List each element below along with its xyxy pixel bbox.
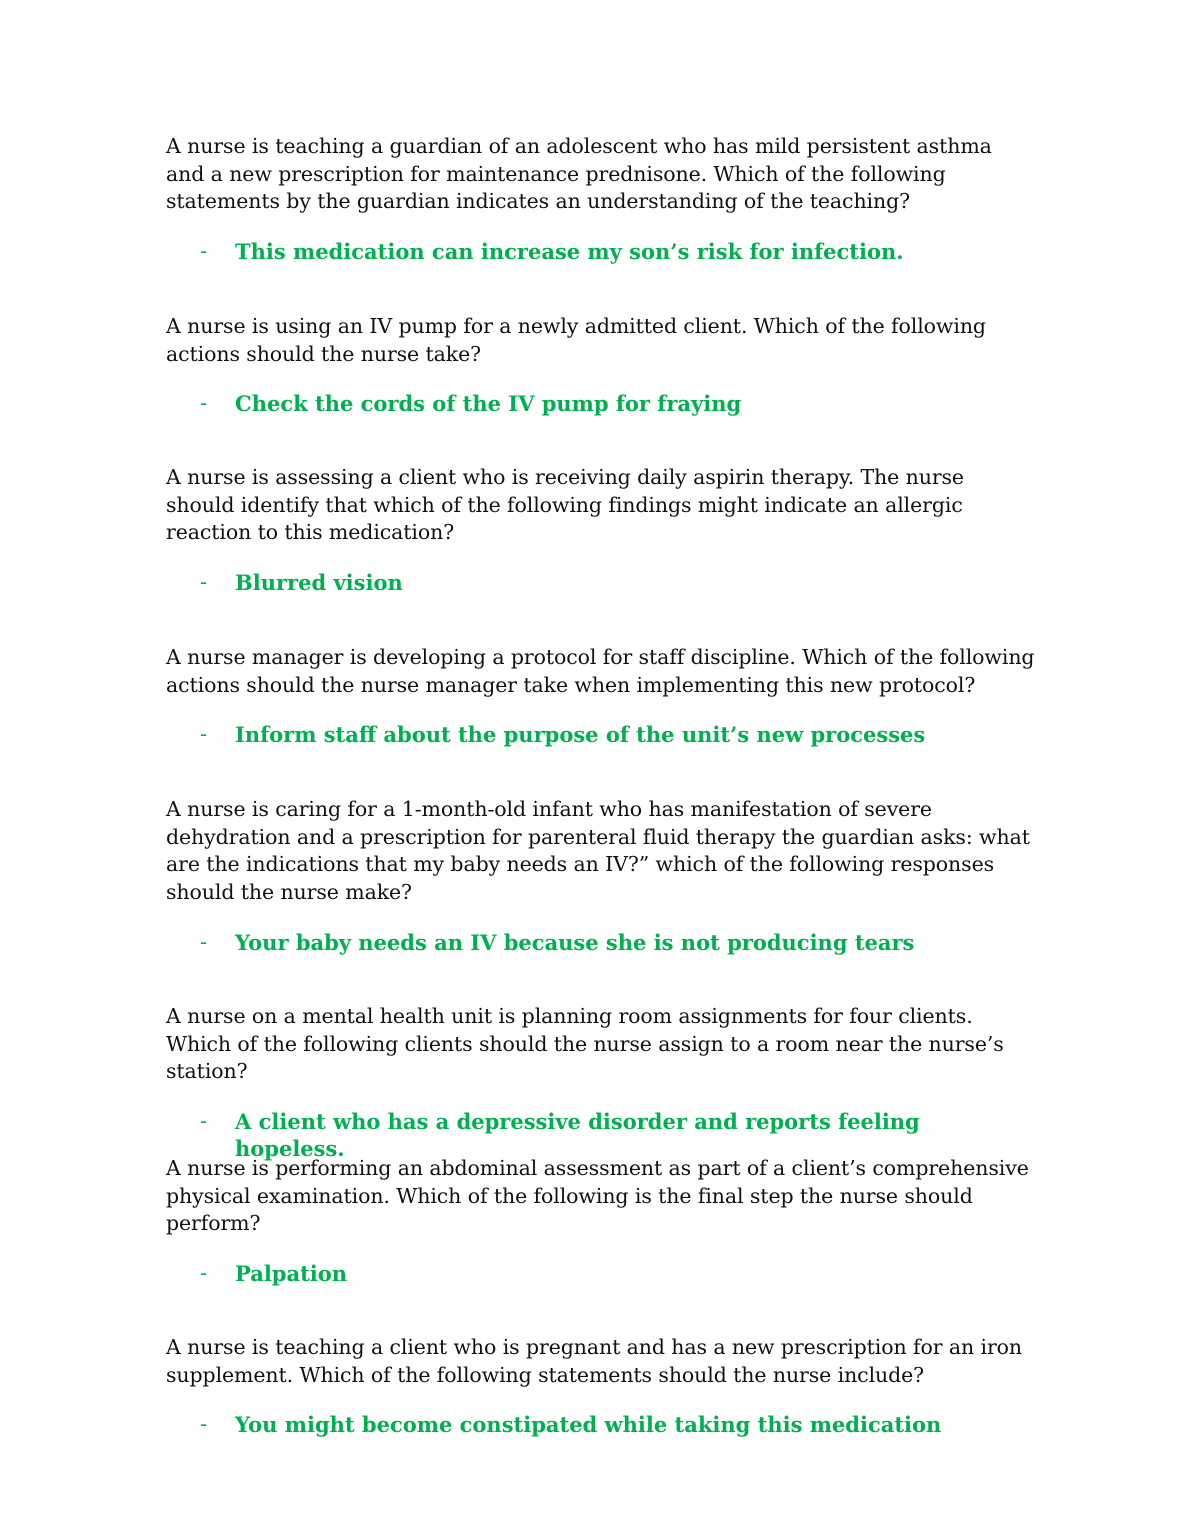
qa-item-1 — [166, 133, 1036, 265]
answer-text — [166, 721, 1036, 748]
answer-label: Blurred vision — [235, 570, 403, 596]
question-text: A nurse is assessing a client who is receiving daily aspirin therapy. The nurse should identify that which of the following findings might indicate an allergic reaction to this medication? — [166, 465, 964, 545]
answer-text — [166, 1108, 1036, 1162]
answer-text — [166, 1411, 1036, 1438]
qa-item-8 — [166, 1334, 1036, 1438]
qa-item-7 — [166, 1155, 1036, 1287]
answer-bullet: - — [200, 929, 208, 954]
answer-label: You might become constipated while taking this medication — [235, 1412, 942, 1438]
qa-item-3 — [166, 464, 1036, 596]
answer-bullet: - — [200, 391, 208, 416]
answer-label: Check the cords of the IV pump for fraying — [235, 391, 742, 417]
answer-label: Your baby needs an IV because she is not producing tears — [235, 929, 915, 955]
question-text: A nurse is using an IV pump for a newly admitted client. Which of the following actions should the nurse take? — [166, 314, 986, 366]
answer-text — [166, 1260, 1036, 1287]
question-text: A nurse is teaching a client who is pregnant and has a new prescription for an iron supplement. Which of the following statements should the nurse include? — [166, 1335, 1022, 1387]
answer-bullet: - — [200, 570, 208, 595]
answer-label: A client who has a depressive disorder and reports feeling hopeless. — [235, 1109, 920, 1162]
question-text: A nurse on a mental health unit is planning room assignments for four clients. Which of the following clients should the nurse assign to a room near the nurse’s station? — [166, 1004, 1004, 1084]
qa-item-4 — [166, 644, 1036, 748]
qa-item-2 — [166, 313, 1036, 417]
answer-bullet: - — [200, 1109, 208, 1134]
question-text: A nurse is teaching a guardian of an adolescent who has mild persistent asthma and a new prescription for maintenance prednisone. Which of the following statements by the guardian indicates an understanding of the teaching? — [166, 134, 992, 214]
answer-label: Inform staff about the purpose of the unit’s new processes — [235, 722, 926, 748]
answer-text — [166, 929, 1036, 956]
answer-text — [166, 390, 1036, 417]
question-text: A nurse is caring for a 1-month-old infant who has manifestation of severe dehydration and a prescription for parenteral fluid therapy the guardian asks: what are the indications that my baby needs an IV?” which of the following responses should the nurse make? — [166, 797, 1030, 905]
answer-label: This medication can increase my son’s risk for infection. — [235, 239, 904, 265]
question-text: A nurse manager is developing a protocol for staff discipline. Which of the following actions should the nurse manager take when implementing this new protocol? — [166, 645, 1035, 697]
answer-label: Palpation — [235, 1261, 348, 1287]
answer-bullet: - — [200, 239, 208, 264]
answer-bullet: - — [200, 1261, 208, 1286]
answer-bullet: - — [200, 1412, 208, 1437]
qa-item-5 — [166, 796, 1036, 956]
question-text: A nurse is performing an abdominal assessment as part of a client’s comprehensive physical examination. Which of the following is the final step the nurse should perform? — [166, 1156, 1029, 1236]
answer-text — [166, 238, 1036, 265]
answer-bullet: - — [200, 722, 208, 747]
qa-item-6 — [166, 1003, 1036, 1162]
answer-text — [166, 569, 1036, 596]
